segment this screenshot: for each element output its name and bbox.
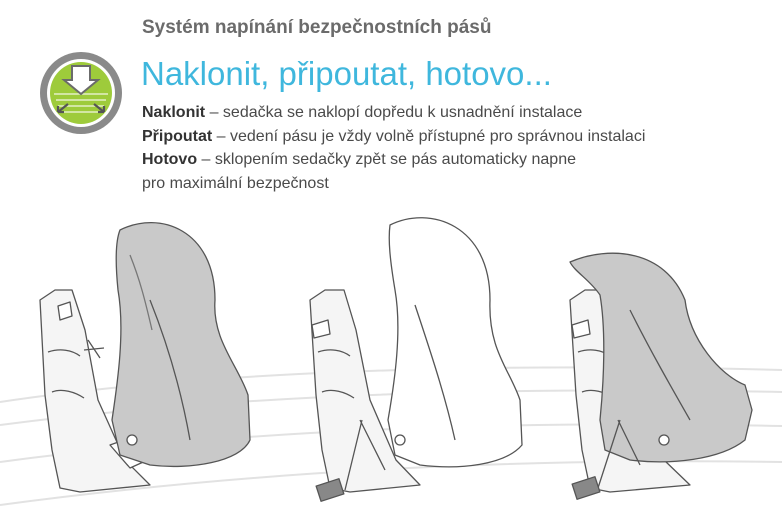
feature-term: Naklonit (142, 104, 206, 121)
feature-term: Připoutat (142, 127, 213, 145)
feature-item (142, 148, 645, 172)
feature-item (142, 101, 645, 125)
feature-list (142, 101, 645, 195)
tilted-child-seat-icon (40, 223, 250, 492)
feature-description: – sedačka se naklopí dopředu k usnadnění instalace (205, 104, 583, 121)
section-subtitle: Systém napínání bezpečnostních pásů (142, 17, 492, 38)
buckled-child-seat-icon (310, 218, 522, 502)
feature-term: Hotovo (142, 151, 198, 168)
feature-continuation: pro maximální bezpečnost (142, 174, 329, 192)
feature-description: – vedení pásu je vždy volně přístupné pro správnou instalaci (212, 127, 646, 145)
page-title: Naklonit, připoutat, hotovo... (141, 55, 552, 92)
feature-description: – sklopením sedačky zpět se pás automaticky napne (197, 151, 576, 168)
reclined-child-seat-icon (570, 253, 752, 499)
feature-item (142, 125, 645, 149)
car-seat-illustration (0, 200, 782, 529)
seat-belt-tension-icon (38, 50, 124, 136)
